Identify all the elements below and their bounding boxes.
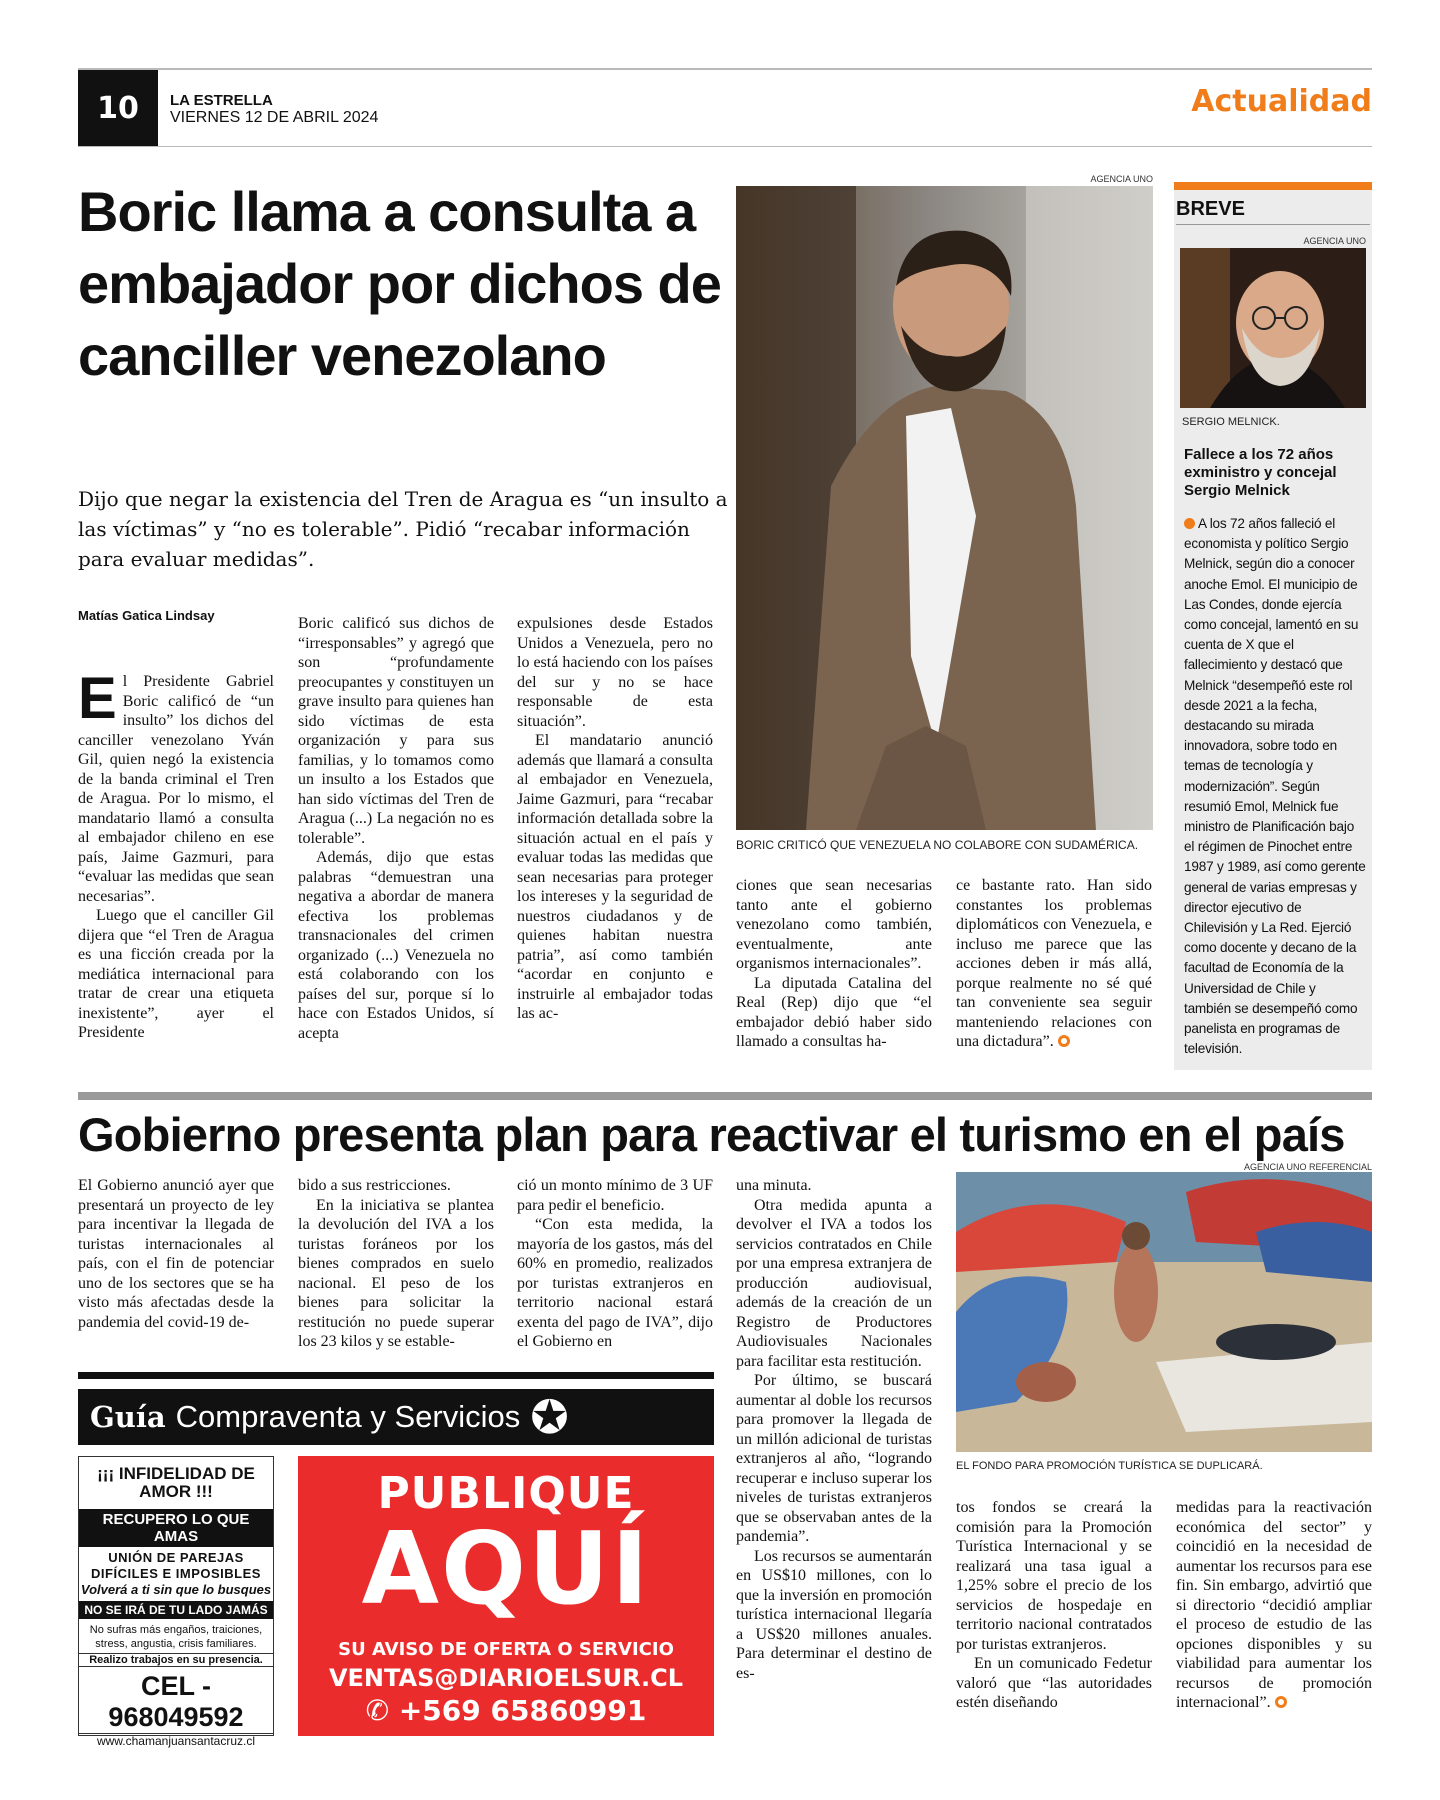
paragraph: Por último, se buscará aumentar al doble los recursos para promover la llegada de un millón adicional de turistas extranjeros al año, “logrando recuperar e incluso superar los niveles de turistas extranjeros que se observaban antes de la pandemia”. xyxy=(736,1372,932,1545)
main-col-3 xyxy=(517,614,713,1024)
ad-line: RECUPERO LO QUE AMAS xyxy=(79,1509,273,1547)
paragraph: Otra medida apunta a devolver el IVA a todos los servicios contratados en Chile por una empresa extranjera de producción audiovisual, además de la creación de un Registro de Productores Audiovisuales Nacionales para facilitar esta restitución. xyxy=(736,1196,932,1370)
paragraph: tos fondos se creará la comisión para la Promoción Turística Internacional y se realizará una tasa igual a 1,25% sobre el precio de los servicios de hospedaje en territorio nacional contratados por turistas extranjeros. xyxy=(956,1499,1152,1653)
main-col-1 xyxy=(78,666,274,1043)
page-number: 10 xyxy=(78,70,158,146)
dropcap: E xyxy=(78,666,117,731)
photo-caption: BORIC CRITICÓ QUE VENEZUELA NO COLABORE CON SUDAMÉRICA. xyxy=(736,838,1139,852)
ad-line: Realizo trabajos en su presencia. xyxy=(79,1653,273,1667)
ad-line: AQUÍ xyxy=(361,1510,651,1627)
paragraph: Los recursos se aumentarán en US$10 millones, con lo que la inversión en promoción turística internacional llegaría a US$20 millones anuales. Para determinar el destino de es- xyxy=(736,1547,932,1682)
main-col-2 xyxy=(298,614,494,1043)
boric-photo xyxy=(736,186,1153,830)
second-col-2 xyxy=(298,1176,494,1352)
second-col-3 xyxy=(517,1176,713,1352)
ad-line: Volverá a ti sin que lo busques xyxy=(80,1582,272,1597)
beach-photo-caption: EL FONDO PARA PROMOCIÓN TURÍSTICA SE DUPLICARÁ. xyxy=(956,1460,1263,1472)
ad-phone[interactable] xyxy=(298,1694,714,1727)
main-deck: Dijo que negar la existencia del Tren de Aragua es “un insulto a las víctimas” y “no es tolerable”. Pidió “recabar información para evaluar medidas”. xyxy=(78,487,728,571)
ad-infidelidad[interactable] xyxy=(78,1456,274,1748)
beach-photo-credit: AGENCIA UNO REFERENCIAL xyxy=(1243,1162,1372,1172)
edition-date: VIERNES 12 DE ABRIL 2024 xyxy=(170,109,379,126)
paragraph: bido a sus restricciones. xyxy=(298,1177,451,1194)
paragraph: El mandatario anunció además que llamará a consulta al embajador en Venezuela, Jaime Gazmuri, para “recabar información detallada sobre la situación actual en el país y evaluar todas las medidas que sean necesarias para proteger los intereses y la seguridad de nuestros ciudadanos y de quienes habitan nuestra patria”, así como también “acordar en conjunto e instruirle al embajador todas las ac- xyxy=(517,732,713,1022)
melnick-photo xyxy=(1180,248,1366,408)
star-icon: ✪ xyxy=(530,1390,569,1444)
ad-phone-text: +569 65860991 xyxy=(398,1694,647,1727)
paragraph xyxy=(78,666,274,906)
paragraph xyxy=(956,876,1152,1052)
ad-email[interactable]: VENTAS@DIARIOELSUR.CL xyxy=(328,1664,684,1692)
paragraph: En la iniciativa se plantea la devolución del IVA a los turistas foráneos por los bienes comprados en suelo nacional. El peso de los bienes para solicitar la restitución no puede superar los 23 kilos y se estable- xyxy=(298,1196,494,1350)
end-mark-icon xyxy=(1058,1035,1070,1047)
second-col-4 xyxy=(736,1176,932,1683)
guide-label-bold: Guía xyxy=(90,1400,166,1434)
main-col-5 xyxy=(956,876,1152,1052)
byline: Matías Gatica Lindsay xyxy=(78,608,215,623)
breve-body-text: A los 72 años falleció el economista y político Sergio Melnick, según dio a conocer anoche Emol. El municipio de Las Condes, donde ejercía como concejal, lamentó en su cuenta de X que el fallecimiento y destacó que Melnick “desempeñó este rol desde 2021 a la fecha, destacando su mirada innovadora, sobre todo en temas de tecnología y modernización”. Según resumió Emol, Melnick fue ministro de Planificación bajo el régimen de Pinochet entre 1987 y 1989, así como gerente general de varias empresas y director ejecutivo de Chilevisión y La Red. Ejerció como docente y decano de la facultad de Economía de la Universidad de Chile y también se desempeñó como panelista en programas de televisión. xyxy=(1184,516,1366,1057)
breve-title: BREVE xyxy=(1176,198,1245,220)
section-title: Actualidad xyxy=(1191,84,1372,119)
breve-photo-caption: SERGIO MELNICK. xyxy=(1182,416,1280,428)
breve-accent-bar xyxy=(1174,182,1372,190)
paragraph-text: medidas para la reactivación económica del sector” y coincidió en la necesidad de aumentar los recursos para ese fin. Sin embargo, advirtió que si directorio “decidió ampliar el proceso de estudio de las opciones disponibles y su viabilidad para aumentar los recursos de promoción internacional”. xyxy=(1176,1499,1372,1711)
top-rule xyxy=(78,68,1372,70)
second-col-5 xyxy=(956,1498,1152,1713)
paragraph: una minuta. xyxy=(736,1177,812,1194)
breve-rule xyxy=(1176,224,1370,225)
paragraph: El Gobierno anunció ayer que presentará un proyecto de ley para incentivar la llegada de turistas internacionales al país, con el fin de potenciar uno de los sectores que se ha visto más afectadas desde la pandemia del covid-19 de- xyxy=(78,1177,274,1331)
ad-publique[interactable] xyxy=(298,1456,714,1736)
paragraph-text: l Presidente Gabriel Boric calificó de “un insulto” los dichos del canciller venezolano Yván Gil, quien negó la existencia de la banda criminal el Tren de Aragua. Por lo mismo, el mandatario llamó a consulta al embajador chileno en ese país, Jaime Gazmuri, para “evaluar las medidas que sean necesarias”. xyxy=(78,673,274,905)
breve-headline: Fallece a los 72 años exministro y concejal Sergio Melnick xyxy=(1184,446,1337,499)
second-col-1 xyxy=(78,1176,274,1332)
photo-credit: AGENCIA UNO xyxy=(1090,174,1153,184)
paragraph: ció un monto mínimo de 3 UF para pedir el beneficio. xyxy=(517,1177,713,1214)
paragraph: Luego que el canciller Gil dijera que “el Tren de Aragua es una ficción creada por la mediática internacional para tratar de crear una etiqueta inexistente”, ayer el Presidente xyxy=(78,907,274,1041)
paragraph: La diputada Catalina del Real (Rep) dijo que “el embajador debió haber sido llamado a consultas ha- xyxy=(736,974,932,1050)
beach-photo xyxy=(956,1172,1372,1452)
paragraph: “Con esta medida, la mayoría de los gastos, más del 60% en promedio, realizados por turistas extranjeros en territorio nacional estará exenta del pago de IVA”, dijo el Gobierno en xyxy=(517,1216,713,1350)
ad-phone[interactable]: CEL - 968049592 xyxy=(108,1671,244,1732)
ad-line: UNIÓN DE PAREJAS DIFÍCILES E IMPOSIBLES xyxy=(91,1550,261,1581)
bullet-icon xyxy=(1184,518,1195,529)
guide-label: Compraventa y Servicios xyxy=(175,1399,521,1434)
paragraph: Además, dijo que estas palabras “demuestran una negativa a abordar de manera efectiva los problemas transnacionales del crimen organizado (...) Venezuela no está colaborando con los países del sur, porque sí lo hace con Estados Unidos, sí acepta xyxy=(298,849,494,1042)
paragraph-text: ce bastante rato. Han sido constantes los problemas diplomáticos con Venezuela, e incluso me parece que las acciones deben ir más allá, porque realmente no sé qué tan conveniente sea seguir manteniendo relaciones con una dictadura”. xyxy=(956,877,1152,1050)
paragraph: ciones que sean necesarias tanto ante el gobierno venezolano como también, eventualmente, ante organismos internacionales”. xyxy=(736,877,932,972)
story-divider xyxy=(78,1092,1372,1100)
paper-name: LA ESTRELLA xyxy=(170,92,273,109)
ad-line: NO SE IRÁ DE TU LADO JAMÁS xyxy=(79,1601,273,1619)
second-headline: Gobierno presenta plan para reactivar el turismo en el país xyxy=(78,1108,1345,1161)
breve-body xyxy=(1184,514,1366,1059)
paragraph: Boric calificó sus dichos de “irresponsables” y agregó que son “profundamente preocupantes y constituyen un grave insulto para quienes han sido víctimas de esta organización y para sus familias, y lo tomamos como un insulto a los Estados que han sido víctimas del Tren de Aragua (...) La negación no es tolerable”. xyxy=(298,615,494,847)
breve-photo-credit: AGENCIA UNO xyxy=(1303,236,1366,246)
ad-line: SU AVISO DE OFERTA O SERVICIO xyxy=(338,1639,674,1660)
ad-line: No sufras más engaños, traiciones, stress, angustia, crisis familiares. xyxy=(89,1624,263,1650)
ad-website[interactable]: www.chamanjuansantacruz.cl xyxy=(79,1733,273,1748)
main-col-4 xyxy=(736,876,932,1052)
ad-line: PUBLIQUE xyxy=(377,1468,635,1519)
whatsapp-icon: ✆ xyxy=(365,1694,390,1727)
ad-line: ¡¡¡ INFIDELIDAD DE AMOR !!! xyxy=(97,1464,255,1501)
guide-banner xyxy=(78,1389,714,1445)
paragraph xyxy=(1176,1498,1372,1713)
paragraph: En un comunicado Fedetur valoró que “las autoridades estén diseñando xyxy=(956,1655,1152,1711)
guide-rule xyxy=(78,1372,714,1379)
header-rule xyxy=(78,146,1372,147)
main-headline: Boric llama a consulta a embajador por dichos de canciller venezolano xyxy=(78,180,721,387)
second-col-6 xyxy=(1176,1498,1372,1713)
end-mark-icon xyxy=(1275,1696,1287,1708)
paragraph: expulsiones desde Estados Unidos a Venezuela, pero no lo está haciendo con los países del sur y no se hace responsable de esta situación”. xyxy=(517,615,713,730)
